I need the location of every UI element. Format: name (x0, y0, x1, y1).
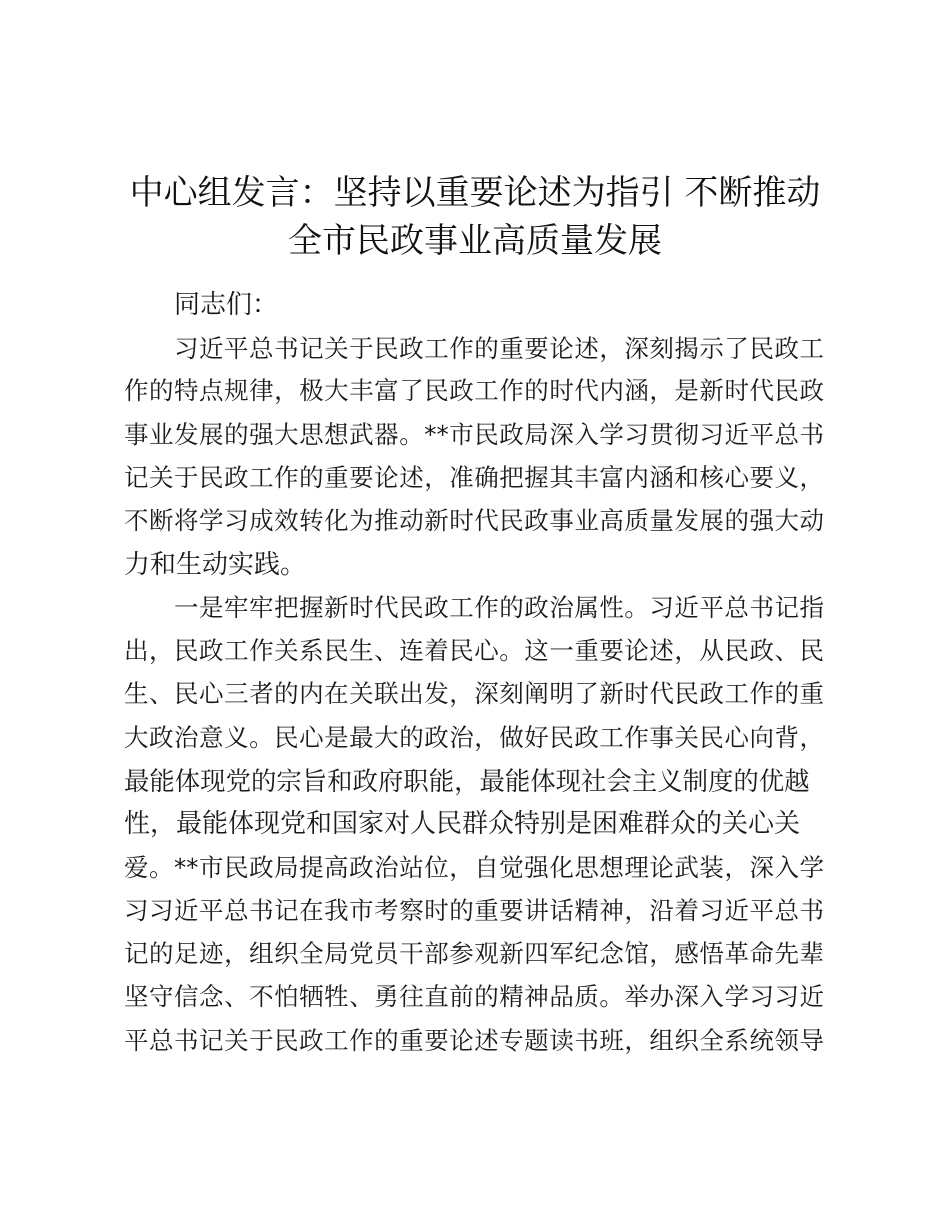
paragraph-1-line: 不断将学习成效转化为推动新时代民政事业高质量发展的强大动 (124, 506, 824, 535)
paragraph-2-line: 爱。**市民政局提高政治站位，自觉强化思想理论武装，深入学 (124, 853, 824, 882)
paragraph-2-line: 出，民政工作关系民生、连着民心。这一重要论述，从民政、民 (124, 636, 824, 665)
paragraph-2-line: 最能体现党的宗旨和政府职能，最能体现社会主义制度的优越 (124, 766, 810, 796)
paragraph-1-line: 作的特点规律，极大丰富了民政工作的时代内涵，是新时代民政 (124, 376, 824, 405)
paragraph-2-line: 记的足迹，组织全局党员干部参观新四军纪念馆，感悟革命先辈 (124, 939, 824, 968)
document-title-line-2: 全市民政事业高质量发展 (288, 221, 662, 261)
document-title-line-1: 中心组发言：坚持以重要论述为指引 不断推动 (129, 173, 821, 213)
paragraph-2-line: 坚守信念、不怕牺牲、勇往直前的精神品质。举办深入学习习近 (124, 982, 824, 1011)
paragraph-2-line: 生、民心三者的内在关联出发，深刻阐明了新时代民政工作的重 (124, 679, 824, 708)
paragraph-2-line: 性，最能体现党和国家对人民群众特别是困难群众的关心关 (124, 809, 801, 839)
paragraph-2-line: 平总书记关于民政工作的重要论述专题读书班，组织全系统领导 (124, 1026, 824, 1055)
paragraph-2-line: 一是牢牢把握新时代民政工作的政治属性。习近平总书记指 (174, 593, 824, 622)
paragraph-1-line: 力和生动实践。 (124, 550, 307, 580)
paragraph-1-line: 习近平总书记关于民政工作的重要论述，深刻揭示了民政工 (174, 334, 824, 363)
paragraph-1-line: 记关于民政工作的重要论述，准确把握其丰富内涵和核心要义， (124, 463, 824, 492)
paragraph-2-line: 习习近平总书记在我市考察时的重要讲话精神，沿着习近平总书 (124, 896, 824, 925)
paragraph-1-line: 事业发展的强大思想武器。**市民政局深入学习贯彻习近平总书 (124, 420, 824, 449)
paragraph-2-line: 大政治意义。民心是最大的政治，做好民政工作事关民心向背， (124, 723, 824, 752)
salutation: 同志们： (174, 290, 279, 320)
